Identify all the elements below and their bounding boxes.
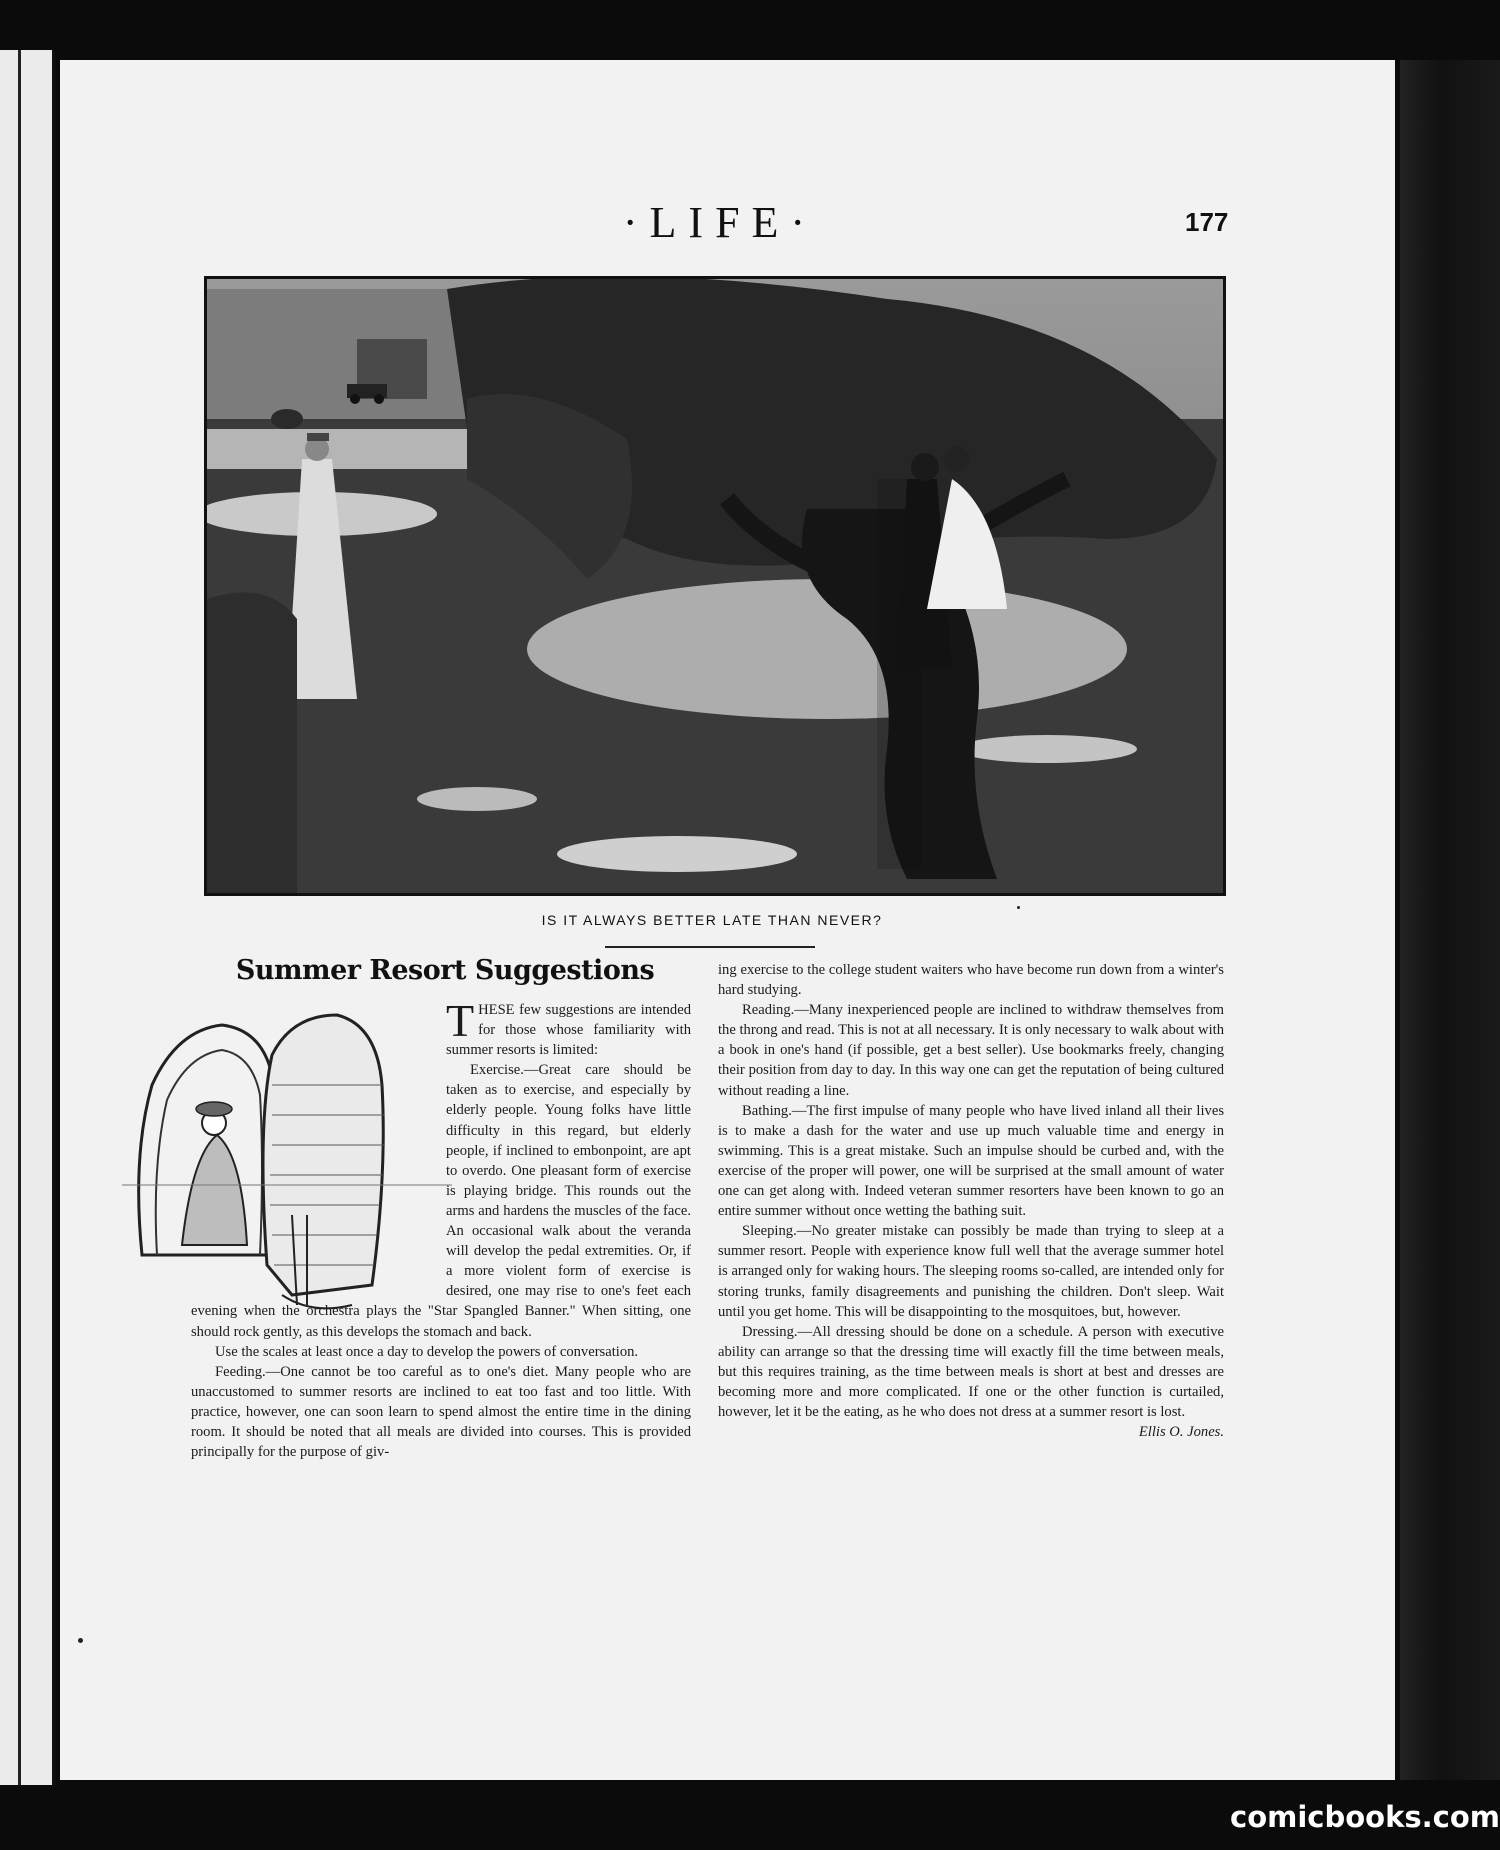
ink-speck <box>78 1638 83 1643</box>
site-watermark: comicbooks.com <box>1230 1800 1500 1834</box>
continuation-paragraph: ing exercise to the college student waiters who have become run down from a winter's hard studying. <box>718 962 1224 999</box>
figure-wrap-spacer <box>191 1000 446 1290</box>
binding-edge <box>1400 60 1500 1780</box>
intro-text: HESE few suggestions are intended for those whose familiarity with summer resorts is limited: <box>446 1002 691 1059</box>
ink-speck <box>1017 906 1020 909</box>
page-number: 177 <box>1185 207 1229 237</box>
article-right-column <box>718 960 1224 1442</box>
garden-illustration <box>204 276 1226 896</box>
sleeping-paragraph: Sleeping.—No greater mistake can possibly be made than trying to sleep at a summer resort. People with experience know full well that the average summer hotel is arranged only for waking hours. The sleeping rooms so-called, are intended only for storing trunks, family disagreements and punishing the children. Don't sleep. Wait until you get home. This will be disappointing to the mosquitoes, but, however. <box>718 1223 1224 1320</box>
bathing-paragraph: Bathing.—The first impulse of many people who have lived inland all their lives is to make a dash for the water and use up much valuable time and energy in swimming. This is a great mistake. Such an impulse should be curbed and, with the exercise of the proper will power, one will be surprised at the small amount of water one can get along with. Indeed veteran summer resorters have been known to go an entire summer without once wetting the bathing suit. <box>718 1102 1224 1220</box>
feeding-paragraph: Feeding.—One cannot be too careful as to one's diet. Many people who are unaccustomed to summer resorts are inclined to eat too fast and too little. With practice, however, one can soon learn to spend almost the entire time in the dining room. It should be noted that all meals are divided into courses. This is provided principally for the purpose of giv- <box>191 1363 691 1461</box>
author-byline: Ellis O. Jones. <box>1138 1424 1224 1441</box>
drop-cap: T <box>446 995 475 1046</box>
masthead: ·LIFE· <box>622 198 818 247</box>
article-left-column <box>191 995 691 1462</box>
facing-page-edge <box>0 50 55 1785</box>
reading-paragraph: Reading.—Many inexperienced people are inclined to withdraw themselves from the throng and read. This is not at all necessary. It is only necessary to walk about with a book in one's hand (if possible, get a best seller). Use bookmarks freely, changing their position from day to day. In this way one can get the reputation of being cultured without reading a line. <box>718 1002 1224 1099</box>
article-title: Summer Resort Suggestions <box>235 955 655 986</box>
gutter-rule <box>18 50 21 1785</box>
dressing-paragraph <box>718 1322 1224 1441</box>
caption-rule <box>605 946 815 948</box>
scales-paragraph: Use the scales at least once a day to develop the powers of conversation. <box>215 1343 639 1360</box>
dressing-text: Dressing.—All dressing should be done on a schedule. A person with executive ability can arrange so that the dressing time will exactly fill the time between meals, but this requires training, as the time between meals is short at best and dresses are becoming more and more complicated. If one or the other function is curtailed, however, let it be the eating, as he who does not dress at a summer resort is lost. <box>718 1323 1224 1421</box>
illustration-caption: IS IT ALWAYS BETTER LATE THAN NEVER? <box>541 912 883 928</box>
exercise-paragraph: Exercise.—Great care should be taken as to exercise, and especially by elderly people. Young folks have little difficulty in this regard, but elderly people, if inclined to embonpoint, are apt to overdo. One pleasant form of exercise is playing bridge. This rounds out the arms and hardens the muscles of the face. An occasional walk about the veranda will develop the pedal extremities. Or, if a more violent form of exercise is desired, one may rise to one's feet each evening when the orchestra plays the "Star Spangled Banner." When sitting, one should rock gently, as this develops the stomach and back. <box>191 1062 691 1340</box>
